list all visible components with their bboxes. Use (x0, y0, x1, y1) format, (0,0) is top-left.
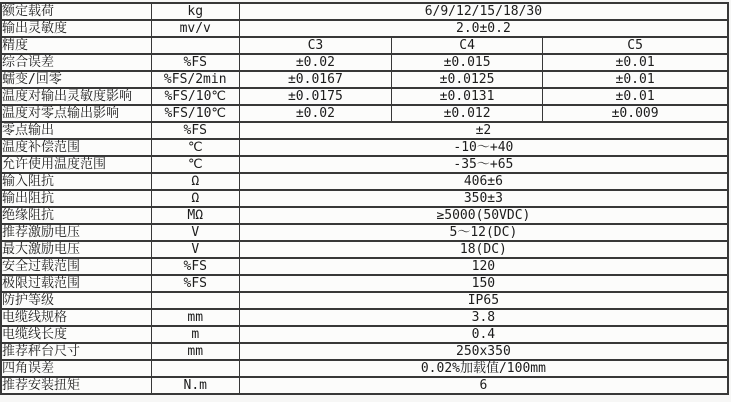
spec-value: ±0.0125 (391, 71, 542, 88)
spec-value: 0.4 (239, 326, 728, 343)
spec-value: ±0.01 (543, 54, 728, 71)
spec-label: 温度补偿范围 (1, 139, 151, 156)
spec-unit: N.m (151, 377, 239, 394)
spec-value: 6/9/12/15/18/30 (239, 3, 728, 20)
spec-value: 120 (239, 258, 728, 275)
spec-unit: %FS/10℃ (151, 88, 239, 105)
spec-label: 安全过载范围 (1, 258, 151, 275)
table-row (1, 360, 728, 377)
table-row (1, 275, 728, 292)
spec-unit: %FS (151, 54, 239, 71)
spec-value: 18(DC) (239, 241, 728, 258)
spec-value: ±0.02 (239, 105, 391, 122)
spec-value: 3.8 (239, 309, 728, 326)
spec-unit: mm (151, 343, 239, 360)
spec-value: ±2 (239, 122, 728, 139)
spec-value: ±0.02 (239, 54, 391, 71)
spec-unit: V (151, 241, 239, 258)
spec-label: 允许使用温度范围 (1, 156, 151, 173)
table-row (1, 139, 728, 156)
spec-unit: Ω (151, 173, 239, 190)
spec-value: 406±6 (239, 173, 728, 190)
table-row (1, 71, 728, 88)
spec-label: 推荐秤台尺寸 (1, 343, 151, 360)
spec-value: C5 (543, 37, 728, 54)
spec-unit: mv/v (151, 20, 239, 37)
spec-table-body (1, 3, 728, 394)
table-row (1, 207, 728, 224)
spec-value: ±0.0167 (239, 71, 391, 88)
spec-label: 极限过载范围 (1, 275, 151, 292)
spec-unit (151, 292, 239, 309)
spec-label: 精度 (1, 37, 151, 54)
spec-label: 综合误差 (1, 54, 151, 71)
spec-label: 电缆线规格 (1, 309, 151, 326)
table-row (1, 122, 728, 139)
table-row (1, 224, 728, 241)
spec-unit: V (151, 224, 239, 241)
table-row (1, 292, 728, 309)
spec-value: C4 (391, 37, 542, 54)
spec-value: ±0.01 (543, 88, 728, 105)
spec-value: ≥5000(50VDC) (239, 207, 728, 224)
spec-value: ±0.015 (391, 54, 542, 71)
spec-value: 2.0±0.2 (239, 20, 728, 37)
spec-value: -10～+40 (239, 139, 728, 156)
spec-value: 350±3 (239, 190, 728, 207)
spec-label: 推荐激励电压 (1, 224, 151, 241)
spec-value: ±0.01 (543, 71, 728, 88)
spec-label: 温度对输出灵敏度影响 (1, 88, 151, 105)
spec-label: 蠕变/回零 (1, 71, 151, 88)
spec-value: IP65 (239, 292, 728, 309)
spec-value: 250x350 (239, 343, 728, 360)
table-row (1, 3, 728, 20)
spec-label: 电缆线长度 (1, 326, 151, 343)
spec-value: 0.02%加载值/100mm (239, 360, 728, 377)
table-row (1, 326, 728, 343)
spec-label: 额定载荷 (1, 3, 151, 20)
spec-value: ±0.009 (543, 105, 728, 122)
spec-label: 推荐安装扭矩 (1, 377, 151, 394)
table-row (1, 173, 728, 190)
spec-unit: mm (151, 309, 239, 326)
table-row (1, 105, 728, 122)
spec-unit: kg (151, 3, 239, 20)
spec-label: 温度对零点输出影响 (1, 105, 151, 122)
spec-value: 6 (239, 377, 728, 394)
table-row (1, 258, 728, 275)
spec-unit: ℃ (151, 156, 239, 173)
table-row (1, 343, 728, 360)
spec-unit: m (151, 326, 239, 343)
table-row (1, 37, 728, 54)
table-row (1, 190, 728, 207)
table-row (1, 20, 728, 37)
spec-unit: %FS (151, 258, 239, 275)
spec-value: ±0.0175 (239, 88, 391, 105)
spec-unit: Ω (151, 190, 239, 207)
spec-label: 输入阻抗 (1, 173, 151, 190)
spec-value: 5～12(DC) (239, 224, 728, 241)
spec-label: 输出灵敏度 (1, 20, 151, 37)
table-row (1, 309, 728, 326)
spec-unit: MΩ (151, 207, 239, 224)
spec-value: ±0.012 (391, 105, 542, 122)
spec-unit: %FS (151, 275, 239, 292)
spec-value: C3 (239, 37, 391, 54)
spec-unit (151, 37, 239, 54)
spec-value: 150 (239, 275, 728, 292)
spec-label: 输出阻抗 (1, 190, 151, 207)
table-row (1, 54, 728, 71)
spec-value: ±0.0131 (391, 88, 542, 105)
spec-value: -35～+65 (239, 156, 728, 173)
spec-unit: ℃ (151, 139, 239, 156)
spec-table (0, 2, 729, 395)
spec-label: 零点输出 (1, 122, 151, 139)
spec-label: 防护等级 (1, 292, 151, 309)
table-row (1, 88, 728, 105)
spec-unit: %FS/2min (151, 71, 239, 88)
table-row (1, 241, 728, 258)
table-row (1, 377, 728, 394)
spec-label: 四角误差 (1, 360, 151, 377)
spec-unit: %FS/10℃ (151, 105, 239, 122)
spec-label: 绝缘阻抗 (1, 207, 151, 224)
spec-unit: %FS (151, 122, 239, 139)
table-row (1, 156, 728, 173)
spec-unit (151, 360, 239, 377)
spec-label: 最大激励电压 (1, 241, 151, 258)
